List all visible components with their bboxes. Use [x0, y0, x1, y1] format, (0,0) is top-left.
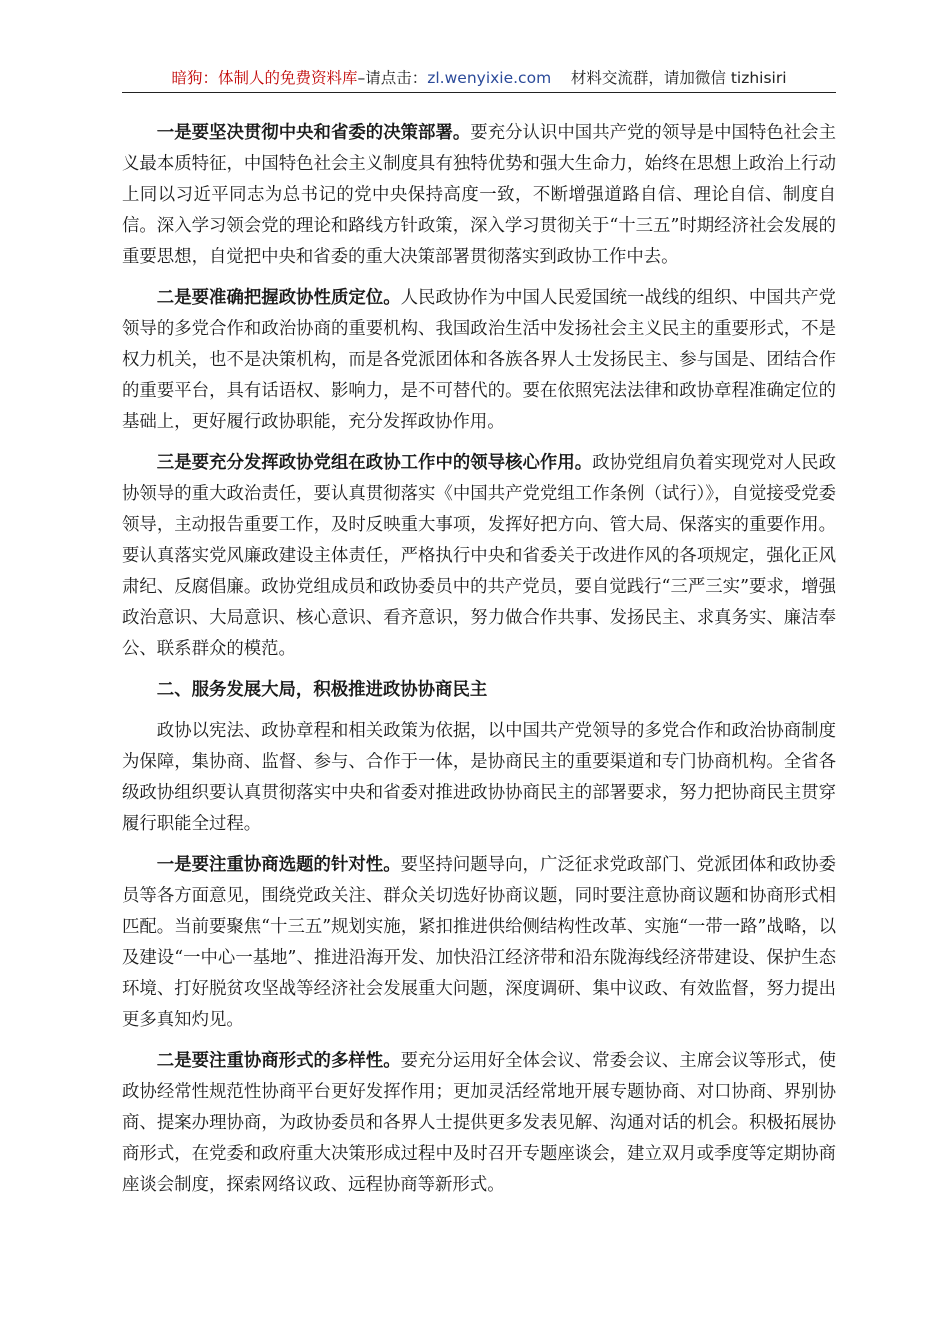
- header-click-prefix: –请点击：: [357, 69, 428, 87]
- paragraph-5-body: 要充分运用好全体会议、常委会议、主席会议等形式，使政协经常性规范性协商平台更好发挥作用；更加灵活经常地开展专题协商、对口协商、界别协商、提案办理协商，为政协委员和各界人士提供更多发表见解、沟通对话的机会。积极拓展协商形式，在党委和政府重大决策形成过程中及时召开专题座谈会，建立双月或季度等定期协商座谈会制度，探索网络议政、远程协商等新形式。: [122, 1051, 836, 1195]
- paragraph-3: [122, 448, 836, 665]
- paragraph-2-lead: 二是要准确把握政协性质定位。: [156, 288, 401, 308]
- section-heading: 二、服务发展大局，积极推进政协协商民主: [156, 680, 488, 700]
- document-body: [122, 118, 836, 1211]
- paragraph-1: [122, 118, 836, 273]
- page-header: [122, 64, 836, 93]
- paragraph-5: [122, 1046, 836, 1201]
- header-brand: 暗狗：体制人的免费资料库: [171, 69, 358, 87]
- paragraph-4-body: 要坚持问题导向，广泛征求党政部门、党派团体和政协委员等各方面意见，围绕党政关注、群众关切选好协商议题，同时要注意协商议题和协商形式相匹配。当前要聚焦“十三五”规划实施，紧扣推进供给侧结构性改革、实施“一带一路”战略，以及建设“一中心一基地”、推进沿海开发、加快沿江经济带和沿东陇海线经济带建设、保护生态环境、打好脱贫攻坚战等经济社会发展重大问题，深度调研、集中议政、有效监督，努力提出更多真知灼见。: [122, 855, 836, 1030]
- paragraph-3-lead: 三是要充分发挥政协党组在政协工作中的领导核心作用。: [156, 453, 593, 473]
- section-intro: 政协以宪法、政协章程和相关政策为依据，以中国共产党领导的多党合作和政治协商制度为保障，集协商、监督、参与、合作于一体，是协商民主的重要渠道和专门协商机构。全省各级政协组织要认真贯彻落实中央和省委对推进政协协商民主的部署要求，努力把协商民主贯穿履行职能全过程。: [122, 721, 836, 834]
- paragraph-4-lead: 一是要注重协商选题的针对性。: [156, 855, 401, 875]
- paragraph-2-body: 人民政协作为中国人民爱国统一战线的组织、中国共产党领导的多党合作和政治协商的重要机构、我国政治生活中发扬社会主义民主的重要形式，不是权力机关，也不是决策机构，而是各党派团体和各族各界人士发扬民主、参与国是、团结合作的重要平台，具有话语权、影响力，是不可替代的。要在依照宪法法律和政协章程准确定位的基础上，更好履行政协职能，充分发挥政协作用。: [122, 288, 836, 432]
- paragraph-4: [122, 850, 836, 1036]
- paragraph-1-body: 要充分认识中国共产党的领导是中国特色社会主义最本质特征，中国特色社会主义制度具有独特优势和强大生命力，始终在思想上政治上行动上同以习近平同志为总书记的党中央保持高度一致，不断增强道路自信、理论自信、制度自信。深入学习领会党的理论和路线方针政策，深入学习贯彻关于“十三五”时期经济社会发展的重要思想，自觉把中央和省委的重大决策部署贯彻落实到政协工作中去。: [122, 123, 836, 267]
- paragraph-1-lead: 一是要坚决贯彻中央和省委的决策部署。: [156, 123, 471, 143]
- paragraph-2: [122, 283, 836, 438]
- header-url-link[interactable]: zl.wenyixie.com: [427, 69, 552, 87]
- header-wechat-note: 材料交流群，请加微信 tizhisiri: [570, 69, 787, 87]
- paragraph-3-body: 政协党组肩负着实现党对人民政协领导的重大政治责任，要认真贯彻落实《中国共产党党组工作条例（试行）》，自觉接受党委领导，主动报告重要工作，及时反映重大事项，发挥好把方向、管大局、保落实的重要作用。要认真落实党风廉政建设主体责任，严格执行中央和省委关于改进作风的各项规定，强化正风肃纪、反腐倡廉。政协党组成员和政协委员中的共产党员，要自觉践行“三严三实”要求，增强政治意识、大局意识、核心意识、看齐意识，努力做合作共事、发扬民主、求真务实、廉洁奉公、联系群众的模范。: [122, 453, 836, 659]
- paragraph-5-lead: 二是要注重协商形式的多样性。: [156, 1051, 401, 1071]
